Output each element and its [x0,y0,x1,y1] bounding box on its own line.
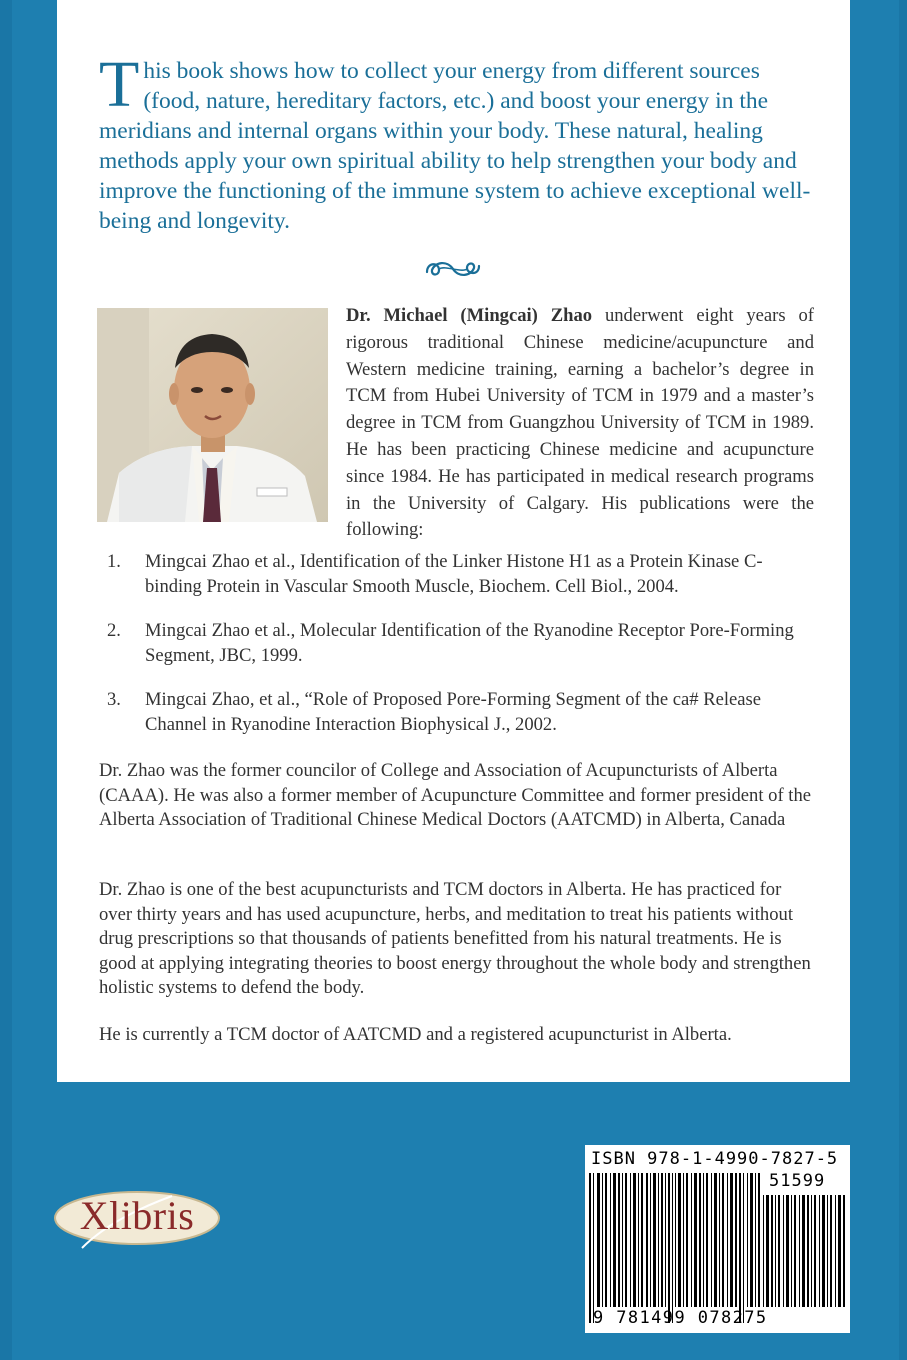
list-item-number: 2. [107,620,121,641]
text-panel [57,0,850,1082]
cover-edge-right [899,0,907,1360]
publisher-logo [52,1188,222,1268]
practice-paragraph: Dr. Zhao is one of the best acupuncturists and TCM doctors in Alberta. He has practiced for over thirty years and has used acupuncture, herbs, and meditation to treat his patients without drug prescriptions so that thousands of patients benefitted from his natural treatments. He is good at applying integrating theories to boost energy throughout the whole body and strengthen holistic systems to defend the body. [99,879,811,998]
author-bio [346,303,814,544]
publication-list [99,550,819,757]
ean-number: 9 781499 078275 [593,1308,768,1328]
publisher-logo-text: Xlibris [79,1193,195,1238]
isbn-number: ISBN 978-1-4990-7827-5 [591,1149,839,1169]
list-item [99,688,819,737]
list-item-text: Mingcai Zhao et al., Molecular Identification of the Ryanodine Receptor Pore-Forming Segment, JBC, 1999. [145,620,794,666]
price-code: 51599 [769,1171,826,1191]
list-item [99,619,819,668]
author-bio-text: underwent eight years of rigorous traditional Chinese medicine/acupuncture and Western medicine training, earning a bachelor’s degree in TCM from Hubei University of TCM in 1979 and a master’s degree in TCM from Guangzhou University of TCM in 1989. He has been practicing Chinese medicine and acupuncture since 1984. He has participated in medical research programs in the University of Calgary. His publications were the following: [346,305,814,541]
drop-cap: T [99,48,140,121]
intro-text: his book shows how to collect your energy from different sources (food, nature, hereditary factors, etc.) and boost your energy in the meridians and internal organs within your body. These natural, healing methods apply your own spiritual ability to help strengthen your body and improve the functioning of the immune system to achieve exceptional well-being and longevity. [99,58,811,234]
flourish-ornament-icon [421,256,485,282]
author-name: Dr. Michael (Mingcai) Zhao [346,305,593,326]
isbn-barcode [585,1145,850,1333]
list-item-number: 3. [107,689,121,710]
list-item-number: 1. [107,551,121,572]
author-photo [97,308,328,522]
list-item-text: Mingcai Zhao, et al., “Role of Proposed Pore-Forming Segment of the ca# Release Channel in Ryanodine Interaction Biophysical J., 2002. [145,689,762,735]
current-role-paragraph: He is currently a TCM doctor of AATCMD and a registered acupuncturist in Alberta. [99,1024,732,1045]
barcode-bars [585,1145,850,1333]
list-item-text: Mingcai Zhao et al., Identification of the Linker Histone H1 as a Protein Kinase C-binding Protein in Vascular Smooth Muscle, Biochem. Cell Biol., 2004. [145,551,763,597]
cover-edge-left [0,0,12,1360]
intro-blurb [99,48,815,236]
career-paragraph: Dr. Zhao was the former councilor of College and Association of Acupuncturists of Alberta (CAAA). He was also a former member of Acupuncture Committee and former president of the Alberta Association of Traditional Chinese Medical Doctors (AATCMD) in Alberta, Canada [99,760,812,830]
list-item [99,550,819,599]
